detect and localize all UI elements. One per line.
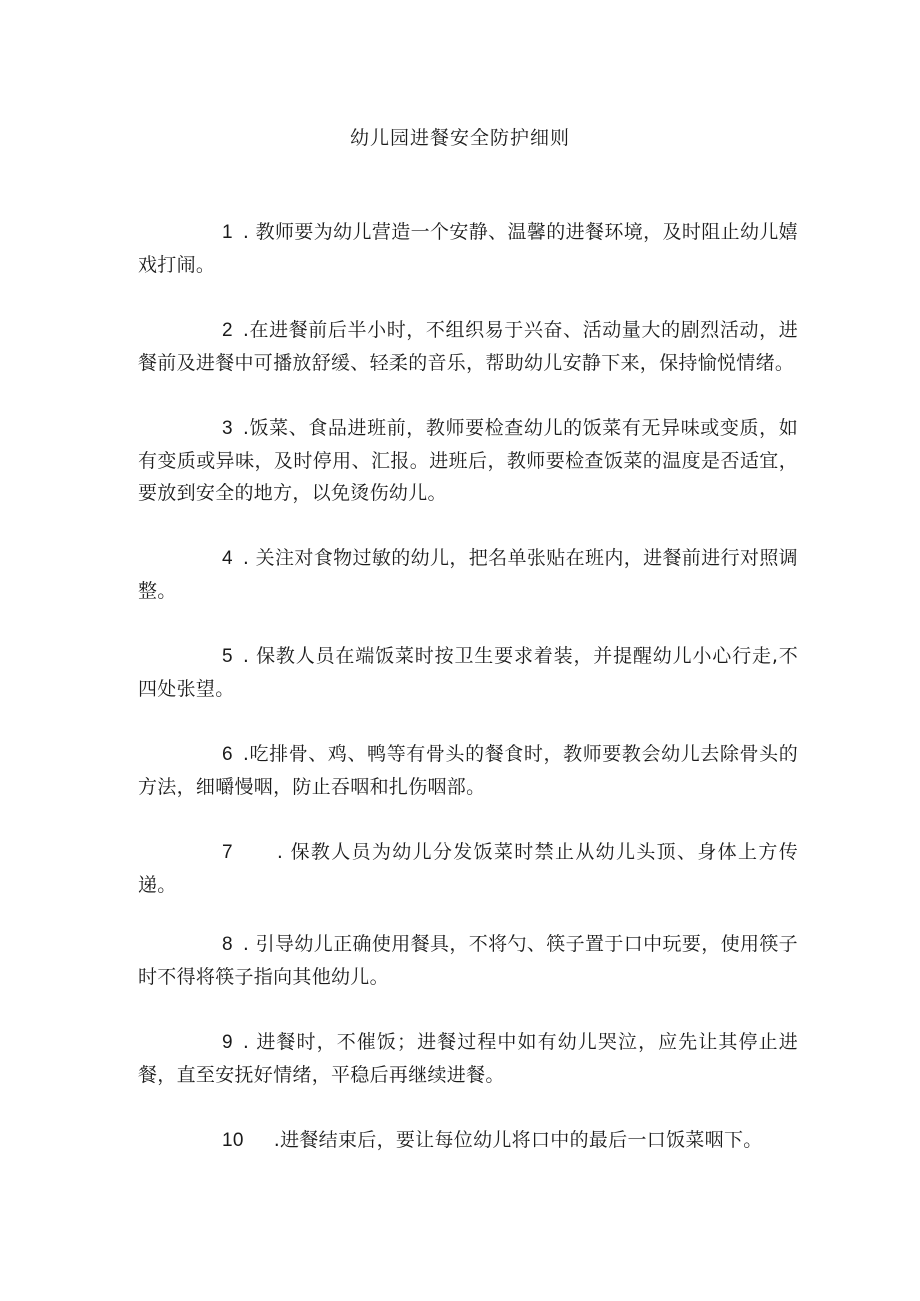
rule-number: 1 [222, 222, 233, 243]
rules-list [138, 216, 798, 1190]
rule-number: 7 [222, 842, 233, 863]
rule-text: . 保教人员在端饭菜时按卫生要求着装，并提醒幼儿小心行走,不四处张望。 [138, 645, 798, 700]
rule-text: .饭菜、食品进班前，教师要检查幼儿的饭菜有无异味或变质，如有变质或异味，及时停用、汇报。进班后，教师要检查饭菜的温度是否适宜，要放到安全的地方，以免烫伤幼儿。 [138, 417, 798, 504]
rule-item-4 [138, 542, 798, 607]
rule-number: 9 [222, 1032, 233, 1053]
rule-item-5 [138, 640, 798, 705]
rule-item-2 [138, 314, 798, 379]
rule-text: . 教师要为幼儿营造一个安静、温馨的进餐环境，及时阻止幼儿嬉戏打闹。 [138, 221, 798, 276]
rule-item-9 [138, 1026, 798, 1091]
rule-number: 10 [222, 1130, 244, 1151]
document-title: 幼儿园进餐安全防护细则 [349, 127, 570, 149]
rule-item-1 [138, 216, 798, 281]
rule-text: .吃排骨、鸡、鸭等有骨头的餐食时，教师要教会幼儿去除骨头的方法，细嚼慢咽，防止吞咽和扎伤咽部。 [138, 743, 798, 798]
rule-item-8 [138, 928, 798, 993]
rule-item-3 [138, 412, 798, 509]
rule-number: 2 [222, 320, 233, 341]
rule-text: .进餐结束后，要让每位幼儿将口中的最后一口饭菜咽下。 [273, 1129, 763, 1151]
rule-item-6 [138, 738, 798, 803]
rule-text: .在进餐前后半小时，不组织易于兴奋、活动量大的剧烈活动，进餐前及进餐中可播放舒缓、轻柔的音乐，帮助幼儿安静下来，保持愉悦情绪。 [138, 319, 798, 374]
rule-number: 8 [222, 934, 233, 955]
rule-text: . 关注对食物过敏的幼儿，把名单张贴在班内，进餐前进行对照调整。 [138, 547, 798, 602]
rule-text: . 引导幼儿正确使用餐具，不将勺、筷子置于口中玩要，使用筷子时不得将筷子指向其他幼儿。 [138, 933, 798, 988]
rule-item-7 [138, 836, 798, 901]
rule-number: 5 [222, 646, 233, 667]
rule-text: . 进餐时，不催饭；进餐过程中如有幼儿哭泣，应先让其停止进餐，直至安抚好情绪，平稳后再继续进餐。 [138, 1031, 798, 1086]
rule-number: 6 [222, 744, 233, 765]
rule-item-10 [138, 1124, 798, 1157]
rule-text: . 保教人员为幼儿分发饭菜时禁止从幼儿头顶、身体上方传递。 [138, 841, 798, 896]
rule-number: 4 [222, 548, 233, 569]
rule-number: 3 [222, 418, 233, 439]
